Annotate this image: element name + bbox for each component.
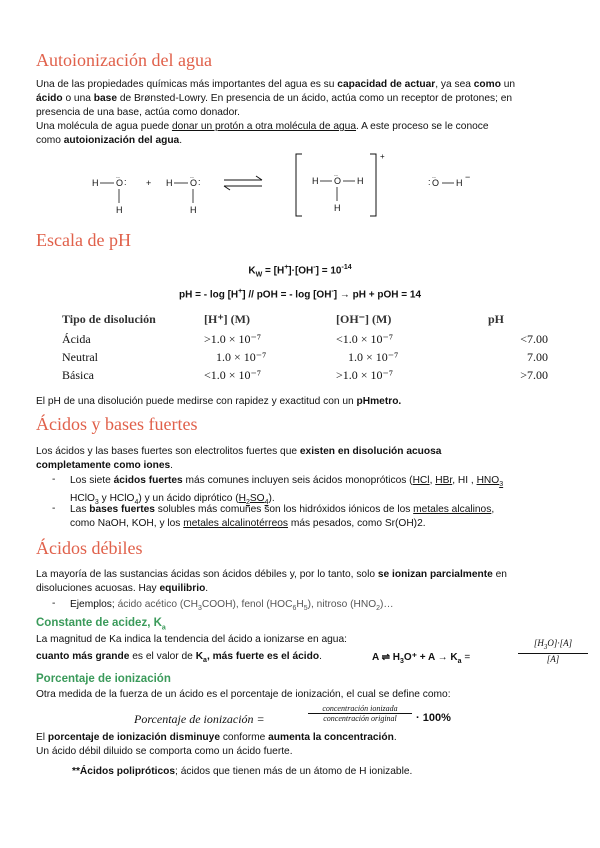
svg-text:H: H	[116, 205, 123, 215]
paragraph-porcentaje: Otra medida de la fuerza de un ácido es el porcentaje de ionización, el cual se define como:	[36, 689, 451, 700]
heading-escala-ph: Escala de pH	[36, 230, 131, 250]
ph-table	[56, 308, 554, 384]
svg-text:..: ..	[190, 173, 194, 180]
svg-text::: :	[198, 177, 201, 187]
heading-autoionizacion: Autoionización del agua	[36, 50, 212, 70]
svg-text:H: H	[190, 205, 197, 215]
bullet-ejemplos: Ejemplos; ácido acético $(CH_3COOH)$, fenol $(HOC_6H_5)$, nitroso $(HNO_2)\dots$	[70, 599, 394, 613]
paragraph-debiles: La mayoría de las sustancias ácidas son ácidos débiles y, por lo tanto, solo se ionizan parcialmente en disoluciones acuosas. Hay equilibrio.	[36, 569, 507, 594]
equilibrium-arrow-icon	[224, 176, 262, 190]
paragraph-fuertes: Los ácidos y las bases fuertes son electrolitos fuertes que existen en disolución acuosa completamente como iones.	[36, 446, 442, 471]
table-header-row: Tipo de disolución [H⁺] (M) [OH⁻] (M) pH	[62, 311, 505, 326]
paragraph-ka: La magnitud de Ka indica la tendencia del ácido a ionizarse en agua:	[36, 634, 347, 645]
ph-equation: pH = - log [H+] // pOH = - log [OH-] → pH + pOH = 14	[178, 288, 422, 301]
svg-text:H: H	[166, 178, 173, 188]
table-row: Ácida >1.0 × 10⁻⁷ <1.0 × 10⁻⁷ <7.00	[62, 331, 548, 346]
svg-text:O: O	[190, 178, 198, 188]
svg-text:..: ..	[116, 173, 120, 180]
heading-acidos-bases-fuertes: Ácidos y bases fuertes	[36, 414, 198, 434]
svg-text:+: +	[380, 152, 385, 161]
svg-text:H: H	[334, 203, 341, 213]
ka-fraction: $[H_3O]\cdot[A]$ [A]	[518, 638, 588, 664]
table-row: Básica <1.0 × 10⁻⁷ >1.0 × 10⁻⁷ >7.00	[62, 367, 548, 382]
paragraph-autoionizacion: Una de las propiedades químicas más importantes del agua es su capacidad de actuar, ya sea como un ácido o una base de Brønsted-Lowry. En presencia de un ácido, actúa como un receptor de protones; en presencia de una base, actúa como donador. Una molécula de agua puede donar un protón a otra molécula de agua. A este proceso se le conoce como autoionización del agua.	[36, 79, 516, 146]
paragraph-ka-strength: cuanto más grande es el valor de $K_a$, más fuerte es el ácido.	[36, 651, 322, 665]
kw-equation: $K_W = [H^+]\cdot[OH^-] = 10^{-14}$	[248, 264, 352, 279]
svg-text:..: ..	[432, 173, 436, 180]
svg-text::: :	[124, 177, 127, 187]
heading-acidos-debiles: Ácidos débiles	[36, 538, 143, 558]
paragraph-disminuye: El porcentaje de ionización disminuye conforme aumenta la concentración. Un ácido débil diluido se comporta como un ácido fuerte.	[36, 732, 397, 757]
bullet-acidos-fuertes: Los siete ácidos fuertes más comunes incluyen seis ácidos monopróticos (HCl, HBr, HI , $HNO_3$ HClO$_3$ y HClO$_4$) y un ácido diprótico $(H_2SO_4)$.	[70, 475, 504, 507]
heading-porcentaje: Porcentaje de ionización	[36, 673, 171, 685]
water-autoionization-diagram	[0, 150, 600, 222]
svg-text:+: +	[146, 178, 152, 188]
svg-text:−: −	[465, 172, 471, 182]
bullet-bases-fuertes: Las bases fuertes solubles más comunes son los hidróxidos iónicos de los metales alcalinos, como NaOH, KOH, y los metales alcalinotérreos más pesados, como Sr(OH)2.	[70, 504, 495, 529]
svg-text:O: O	[432, 178, 440, 188]
phmetro-paragraph: El pH de una disolución puede medirse con rapidez y exactitud con un pHmetro.	[36, 396, 402, 407]
ka-equilibrium-equation: A ⇌ $H_3O^+ + A \to K_a$ =	[372, 652, 471, 665]
svg-text:H: H	[312, 176, 319, 186]
svg-text:O: O	[334, 176, 342, 186]
porcentaje-formula: Porcentaje de ionización = concentración ionizada concentración original · 100%	[134, 704, 451, 726]
svg-text:O: O	[116, 178, 124, 188]
svg-text:..: ..	[334, 171, 338, 178]
svg-text:H: H	[456, 178, 463, 188]
paragraph-polipróticos: **Ácidos polipróticos; ácidos que tienen más de un átomo de H ionizable.	[72, 766, 413, 777]
svg-text:H: H	[92, 178, 99, 188]
svg-text:H: H	[357, 176, 364, 186]
document-page: Autoionización del agua Una de las propiedades químicas más importantes del agua es su capacidad de actuar, ya sea como un ácido o una base de Brønsted-Lowry. En presencia de un ácido, actúa como un receptor de protones; en presencia de una base, actúa como donador. Una molécula de agua puede donar un protón a otra molécula de agua. A este proceso se le conoce como autoionización del agua. H O .. : H + H O .. : H + H O .. H H : O .. H − Escala de pH $K_W = [H^+]\cdot[OH^-] = 10^{-14}$ pH = - log [H+] // pOH = - log [OH-] → pH + pOH = 14 Tipo de disolución [H⁺] (M) [OH⁻] (M) pH Ácida >1.0 × 10⁻⁷ <1.0 × 10⁻⁷ <7.00 Neutral 1.0 × 10⁻⁷ 1.0 × 10⁻⁷ 7.00 Básica <1.0 × 10⁻⁷ >1.0 × 10⁻⁷ >7.00 El pH de una disolución puede medirse con rapidez y exactitud con un pHmetro. Ácidos y bases fuertes Los ácidos y las bases fuertes son electrolitos fuertes que existen en disolución acuosa completamente como iones. - Los siete ácidos fuertes más comunes incluyen seis ácidos monopróticos (HCl, HBr, HI , $HNO_3$ HClO$_3$ y HClO$_4$) y un ácido diprótico $(H_2SO_4)$. - Las bases fuertes solubles más comunes son los hidróxidos iónicos de los metales alcalinos, como NaOH, KOH, y los metales alcalinotérreos más pesados, como Sr(OH)2. Ácidos débiles La mayoría de las sustancias ácidas son ácidos débiles y, por lo tanto, solo se ionizan parcialmente en disoluciones acuosas. Hay equilibrio. - Ejemplos; ácido acético $(CH_3COOH)$, fenol $(HOC_6H_5)$, nitroso $(HNO_2)\dots$ Constante de acidez, $K_a$ La magnitud de Ka indica la tendencia del ácido a ionizarse en agua: cuanto más grande es el valor de $K_a$, más fuerte es el ácido. A ⇌ $H_3O^+ + A \to K_a$ = $[H_3O]\cdot[A]$ [A] Porcentaje de ionización Otra medida de la fuerza de un ácido es el porcentaje de ionización, el cual se define como: Porcentaje de ionización = concentración ionizada concentración original · 100% El porcentaje de ionización disminuye conforme aumenta la concentración. Un ácido débil diluido se comporta como un ácido fuerte. **Ácidos polipróticos; ácidos que tienen más de un átomo de H ionizable.	[0, 0, 600, 848]
table-row: Neutral 1.0 × 10⁻⁷ 1.0 × 10⁻⁷ 7.00	[62, 349, 548, 364]
heading-constante-acidez: Constante de acidez, $K_a$	[36, 617, 166, 632]
svg-text::: :	[428, 177, 431, 187]
